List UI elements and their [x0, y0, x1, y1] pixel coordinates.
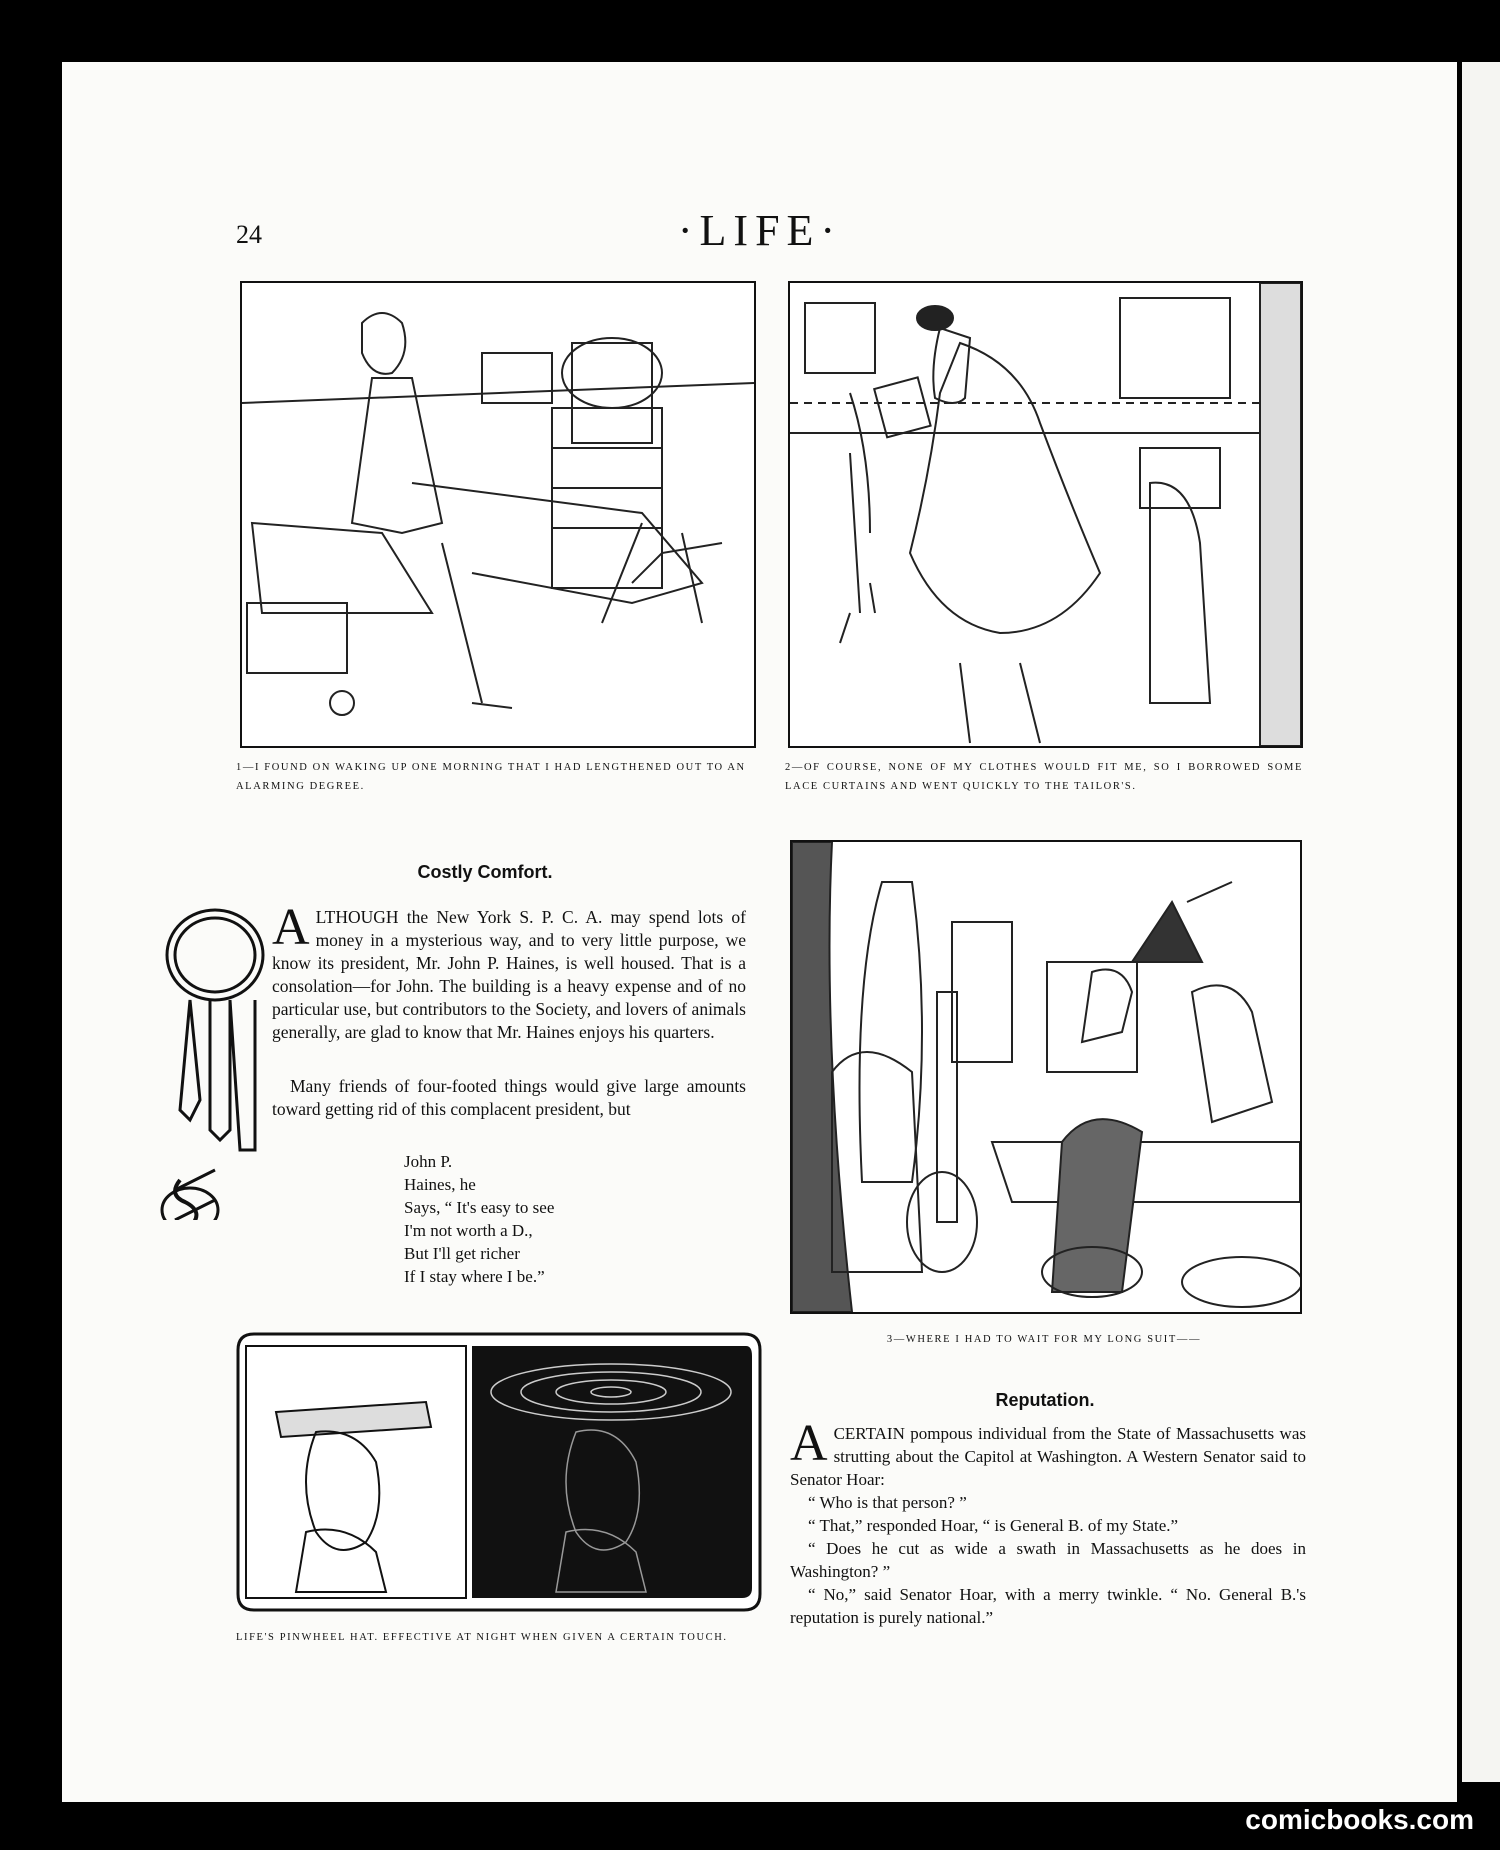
verse-line: Says, “ It's easy to see: [404, 1198, 555, 1217]
verse-line: But I'll get richer: [404, 1244, 520, 1263]
costly-comfort-paragraph-1: LTHOUGH the New York S. P. C. A. may spend lots of money in a mysterious way, and to very little purpose, we know its president, Mr. John P. Haines, is well housed. That is a consolation—for John. The building is a heavy expense and of no particular use, but contributors to the Society, and lovers of animals generally, are glad to know that Mr. Haines enjoys his quarters.: [272, 907, 746, 1042]
verse-line: If I stay where I be.”: [404, 1267, 545, 1286]
next-page-edge: [1462, 62, 1500, 1782]
comic-panel-1-illustration: [240, 281, 756, 748]
reputation-line: “ No,” said Senator Hoar, with a merry twinkle. “ No. General B.'s reputation is purely national.”: [790, 1585, 1306, 1627]
verse-line: John P.: [404, 1152, 453, 1171]
costly-comfort-body: [272, 899, 746, 1044]
article-title-costly-comfort: Costly Comfort.: [417, 862, 553, 882]
reputation-line: “ Does he cut as wide a swath in Massachusetts as he does in Washington? ”: [790, 1539, 1306, 1581]
reputation-line: “ That,” responded Hoar, “ is General B. of my State.”: [808, 1516, 1179, 1535]
pinwheel-caption: LIFE'S PINWHEEL HAT. EFFECTIVE AT NIGHT WHEN GIVEN A CERTAIN TOUCH.: [236, 1632, 728, 1643]
reputation-dropcap: A: [790, 1415, 828, 1472]
comic-panel-3-illustration: [790, 840, 1302, 1314]
costly-comfort-paragraph-2: Many friends of four-footed things would give large amounts toward getting rid of this complacent president, but: [272, 1076, 746, 1119]
panel-3-caption: 3—WHERE I HAD TO WAIT FOR MY LONG SUIT——: [886, 1334, 1202, 1345]
verse-line: Haines, he: [404, 1175, 476, 1194]
reputation-line: “ Who is that person? ”: [808, 1493, 967, 1512]
verse-line: I'm not worth a D.,: [404, 1221, 533, 1240]
reputation-body: [790, 1415, 1306, 1629]
page-number: 24: [236, 220, 262, 249]
pinwheel-hat-illustration: [236, 1332, 762, 1612]
site-watermark: comicbooks.com: [1245, 1804, 1474, 1835]
panel-1-caption: 1—I FOUND ON WAKING UP ONE MORNING THAT I HAD LENGTHENED OUT TO AN ALARMING DEGREE.: [236, 762, 746, 792]
costly-comfort-dropcap: A: [272, 899, 310, 956]
key-ring-illustration: [160, 900, 270, 1220]
costly-comfort-verse: [404, 1150, 644, 1288]
comic-panel-2-illustration: [788, 281, 1303, 748]
magazine-title: ·LIFE·: [677, 206, 843, 255]
reputation-paragraph-1: CERTAIN pompous individual from the State of Massachusetts was strutting about the Capitol at Washington. A Western Senator said to Senator Hoar:: [790, 1424, 1306, 1489]
article-title-reputation: Reputation.: [995, 1390, 1095, 1410]
panel-2-caption: 2—OF COURSE, NONE OF MY CLOTHES WOULD FIT ME, SO I BORROWED SOME LACE CURTAINS AND WENT QUICKLY TO THE TAILOR'S.: [785, 762, 1303, 792]
